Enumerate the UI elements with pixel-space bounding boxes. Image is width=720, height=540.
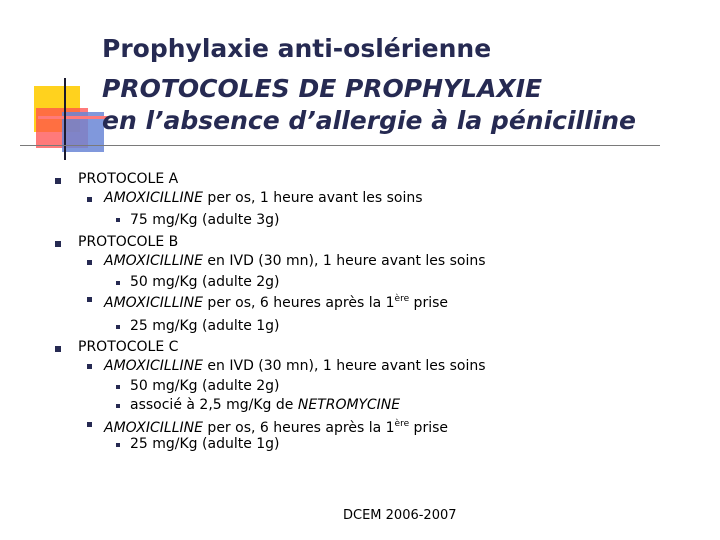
- drug-name: AMOXICILLINE: [104, 295, 203, 311]
- protocol-c-dose2: 25 mg/Kg (adulte 1g): [130, 436, 280, 452]
- protocol-c-item1: [104, 357, 486, 375]
- route-text: prise: [409, 295, 448, 311]
- route-text: per os, 6 heures après la 1: [202, 295, 395, 311]
- drug-name: AMOXICILLINE: [104, 358, 203, 374]
- protocol-c-dose1: 50 mg/Kg (adulte 2g): [130, 378, 280, 394]
- protocol-b-label: PROTOCOLE B: [78, 234, 179, 250]
- route-text: en IVD (30 mn), 1 heure avant les soins: [202, 358, 486, 374]
- protocol-b-dose1: 50 mg/Kg (adulte 2g): [130, 274, 280, 290]
- protocol-a-label: PROTOCOLE A: [78, 171, 179, 187]
- decor-red-line: [38, 116, 108, 119]
- bullet-icon: [116, 443, 120, 447]
- bullet-icon: [55, 178, 61, 184]
- bullet-icon: [87, 260, 92, 265]
- bullet-icon: [87, 197, 92, 202]
- drug-name: AMOXICILLINE: [104, 190, 203, 206]
- drug-name: AMOXICILLINE: [104, 253, 203, 269]
- route-text: en IVD (30 mn), 1 heure avant les soins: [202, 253, 486, 269]
- superscript: ère: [394, 419, 410, 429]
- slide-subtitle-line2: en l’absence d’allergie à la pénicilline: [102, 106, 636, 135]
- bullet-icon: [116, 385, 120, 389]
- extra-text: associé à 2,5 mg/Kg de: [130, 397, 298, 413]
- drug-name: AMOXICILLINE: [104, 420, 203, 436]
- protocol-b-item2: [104, 290, 448, 312]
- decor-vertical-line: [64, 78, 66, 160]
- protocol-b-item1: [104, 252, 486, 270]
- protocol-a-dose1: 75 mg/Kg (adulte 3g): [130, 212, 280, 228]
- route-text: prise: [409, 420, 448, 436]
- bullet-icon: [116, 404, 120, 408]
- bullet-icon: [116, 218, 120, 222]
- route-text: per os, 1 heure avant les soins: [202, 190, 423, 206]
- bullet-icon: [87, 422, 92, 427]
- protocol-c-extra: [130, 396, 400, 414]
- protocol-b-dose2: 25 mg/Kg (adulte 1g): [130, 318, 280, 334]
- bullet-icon: [116, 325, 120, 329]
- slide-title: Prophylaxie anti-oslérienne: [102, 34, 492, 63]
- bullet-icon: [87, 297, 92, 302]
- slide-footer: DCEM 2006-2007: [343, 508, 457, 523]
- title-divider: [20, 145, 660, 146]
- bullet-icon: [55, 346, 61, 352]
- protocol-c-item2: [104, 415, 448, 437]
- drug-name: NETROMYCINE: [297, 397, 401, 413]
- route-text: per os, 6 heures après la 1: [202, 420, 395, 436]
- superscript: ère: [394, 294, 410, 304]
- slide-subtitle-line1: PROTOCOLES DE PROPHYLAXIE: [102, 74, 543, 103]
- protocol-a-item1: [104, 189, 423, 207]
- bullet-icon: [116, 281, 120, 285]
- bullet-icon: [55, 241, 61, 247]
- bullet-icon: [87, 364, 92, 369]
- protocol-c-label: PROTOCOLE C: [78, 339, 179, 355]
